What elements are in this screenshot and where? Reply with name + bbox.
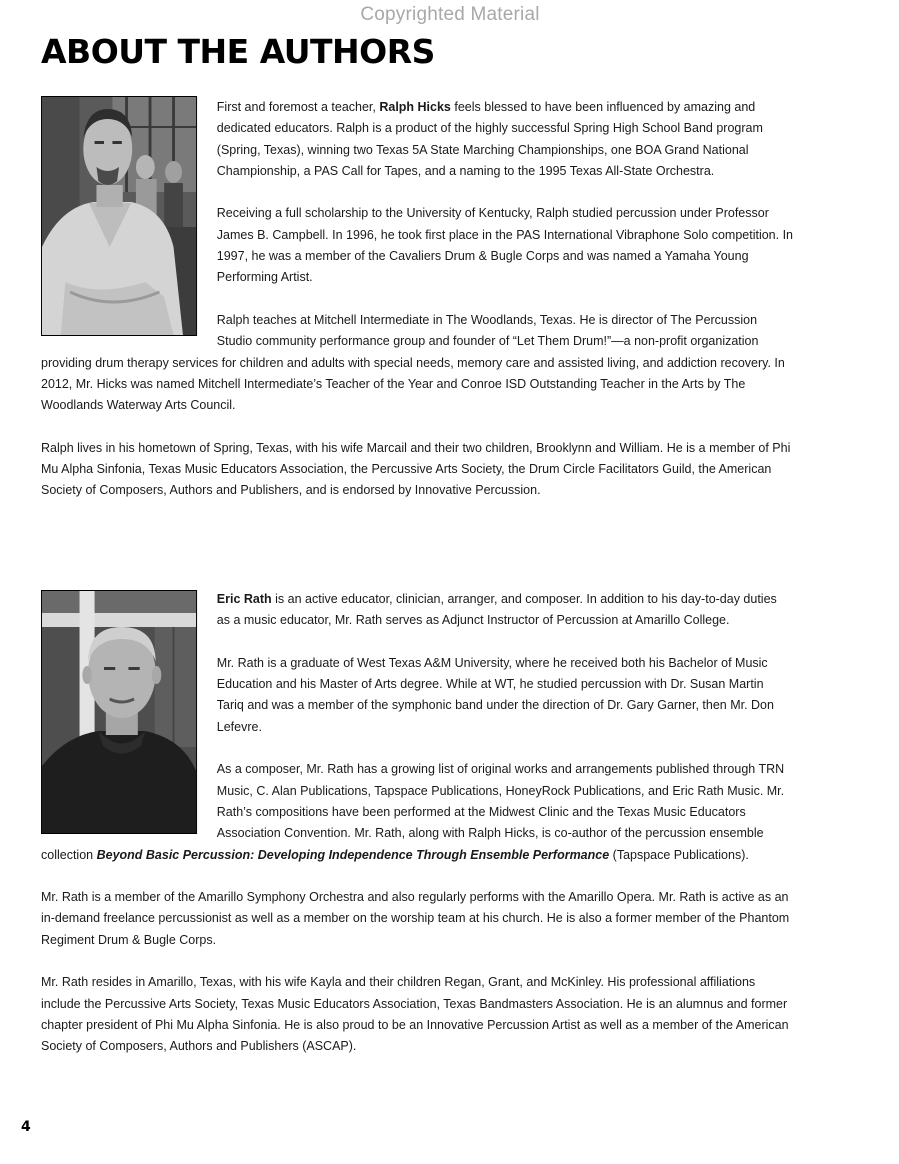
ralph-hicks-photo <box>41 96 197 336</box>
section-spacer <box>41 522 793 588</box>
author1-intro-text: First and foremost a teacher, <box>216 99 380 114</box>
book-title: Beyond Basic Percussion: Developing Independence Through Ensemble Performance <box>96 846 610 862</box>
author1-paragraph-2: Receiving a full scholarship to the University of Kentucky, Ralph studied percussion under Professor James B. Campbell. In 1996, he took first place in the PAS International Vibraphone Solo competition. In 1997, he was a member of the Cavaliers Drum & Bugle Corps and was named a Yamaha Young Performing Artist. <box>216 205 794 285</box>
eric-rath-portrait-illustration <box>42 591 196 833</box>
ralph-hicks-portrait-illustration <box>42 97 196 335</box>
author2-paragraph-4: Mr. Rath is a member of the Amarillo Symphony Orchestra and also regularly performs with the Amarillo Opera. Mr. Rath is active as an in-demand freelance percussionist as well as a member on the worship team at his church. He is also a former member of the Phantom Regiment Drum & Bugle Corps. <box>41 889 790 947</box>
author2-publisher-text: (Tapspace Publications). <box>609 846 749 862</box>
author1-paragraph-4: Ralph lives in his hometown of Spring, Texas, with his wife Marcail and their two children, Brooklynn and William. He is a member of Phi Mu Alpha Sinfonia, Texas Music Educators Association, the Percussive Arts Society, the Drum Circle Facilitators Guild, the American Society of Composers, Authors and Publishers, and is endorsed by Innovative Percussion. <box>41 439 791 498</box>
eric-rath-photo <box>41 590 197 834</box>
copyright-watermark: Copyrighted Material <box>360 4 540 25</box>
author2-name: Eric Rath <box>216 590 272 606</box>
author2-intro-rest: is an active educator, clinician, arranger, and composer. In addition to his day-to-day duties as a music educator, Mr. Rath serves as Adjunct Instructor of Percussion at Amarillo College. <box>216 590 777 628</box>
author2-paragraph-5: Mr. Rath resides in Amarillo, Texas, with his wife Kayla and their children Regan, Grant, and McKinley. His professional affiliations include the Percussive Arts Society, Texas Music Educators Association, Texas Bandmasters Association. He is an alumnus and former chapter president of Phi Mu Alpha Sinfonia. He is also proud to be an Innovative Percussion Artist as well as a member of the American Society of Composers, Authors and Publishers (ASCAP). <box>41 974 789 1054</box>
author1-intro-rest: feels blessed to have been influenced by amazing and dedicated educators. Ralph is a product of the highly successful Spring High School Band program (Spring, Texas), winning two Texas 5A State Marching Championships, one BOA Grand National Championship, a PAS Call for Tapes, and a naming to the 1995 Texas All-State Orchestra. <box>216 99 763 178</box>
author1-name: Ralph Hicks <box>379 99 451 114</box>
page-number: 4 <box>21 1119 31 1135</box>
author2-composer-text: As a composer, Mr. Rath has a growing list of original works and arrangements published through TRN Music, C. Alan Publications, Tapspace Publications, HoneyRock Publications, and Eric Rath Music. Mr. Rath’s compositions have been performed at the Midwest Clinic and the Texas Music Educators Association Convention. Mr. Rath, along with Ralph Hicks, is co-author of the percussion ensemble collection <box>41 761 785 862</box>
author2-paragraph-2: Mr. Rath is a graduate of West Texas A&M University, where he received both his Bachelor of Music Education and his Master of Arts degree. While at WT, he studied percussion with Dr. Susan Martin Tariq and was a member of the symphonic band under the direction of Dr. Gary Garner, then Mr. Don Lefevre. <box>216 654 774 734</box>
author1-paragraph-3: Ralph teaches at Mitchell Intermediate in The Woodlands, Texas. He is director of The Percussion Studio community performance group and founder of “Let Them Drum!”—a non-profit organization providing drum therapy services for children and adults with special needs, memory care and assisted living, and addiction recovery. In 2012, Mr. Hicks was named Mitchell Intermediate’s Teacher of the Year and Conroe ISD Outstanding Teacher in the Arts by The Woodlands Waterway Arts Council. <box>41 311 785 413</box>
page-title: ABOUT THE AUTHORS <box>41 32 435 71</box>
page-body <box>41 96 793 1078</box>
